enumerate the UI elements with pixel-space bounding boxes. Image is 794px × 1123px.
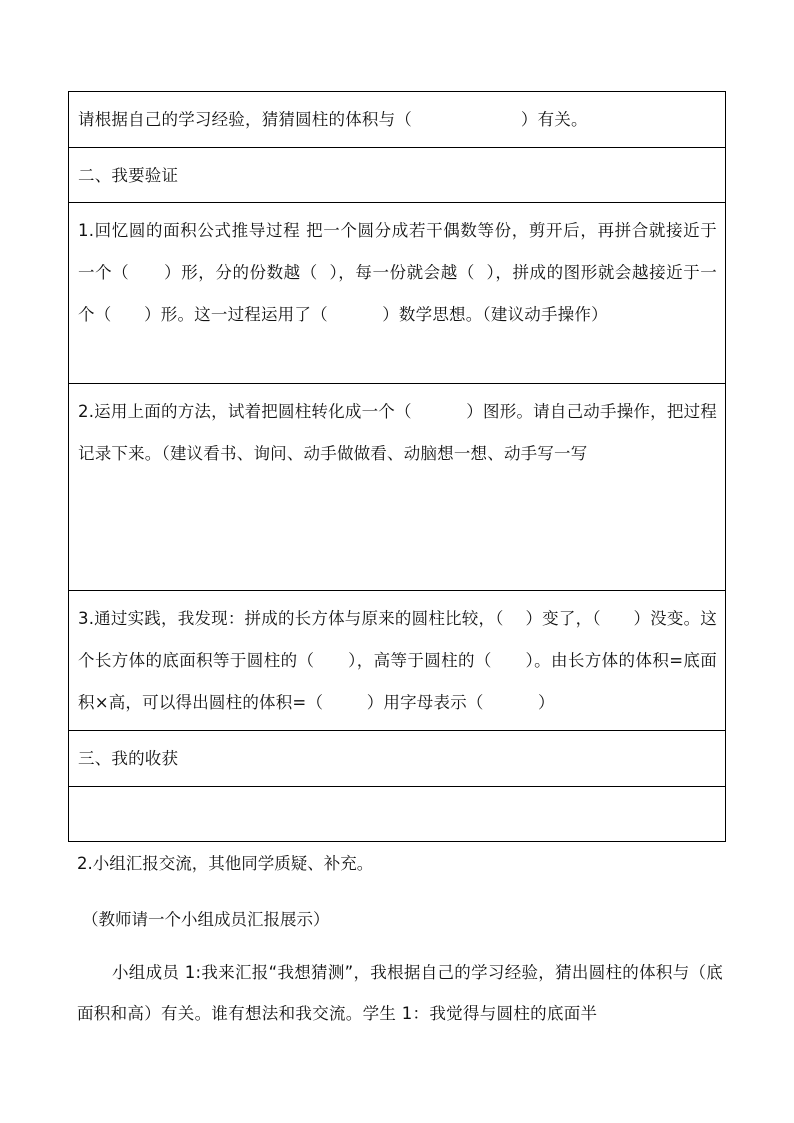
harvest-answer-cell	[69, 787, 726, 842]
table-row	[69, 787, 726, 842]
table-row	[69, 591, 726, 731]
step3-cell	[69, 591, 726, 731]
table-row	[69, 92, 726, 148]
table-row	[69, 148, 726, 203]
section-heading-cell	[69, 148, 726, 203]
teacher-note-paragraph: （教师请一个小组成员汇报展示）	[82, 910, 330, 929]
guess-text: 请根据自己的学习经验，猜猜圆柱的体积与（ ）有关。	[78, 110, 588, 129]
worksheet-table	[68, 91, 726, 842]
step2-cell	[69, 384, 726, 591]
table-row	[69, 384, 726, 591]
guess-cell	[69, 92, 726, 148]
section-heading-harvest: 三、我的收获	[78, 749, 179, 768]
step1-cell	[69, 203, 726, 384]
section-heading-verify: 二、我要验证	[78, 166, 179, 185]
table-row	[69, 203, 726, 384]
section-heading-cell	[69, 731, 726, 787]
table-row	[69, 731, 726, 787]
report-paragraph: 2.小组汇报交流，其他同学质疑、补充。	[77, 854, 374, 873]
step2-text: 2.运用上面的方法，试着把圆柱转化成一个（ ）图形。请自己动手操作，把过程记录下来。（建议看书、询问、动手做做看、动脑想一想、动手写一写	[78, 402, 717, 463]
body-paragraph: 小组成员 1:我来汇报“我想猜测”，我根据自己的学习经验，猜出圆柱的体积与（底面积和高）有关。谁有想法和我交流。学生 1：我觉得与圆柱的底面半	[77, 963, 724, 1023]
step1-text: 1.回忆圆的面积公式推导过程 把一个圆分成若干偶数等份，剪开后，再拼合就接近于一个（ ）形，分的份数越（ ），每一份就会越（ ），拼成的图形就会越接近于一个（ ）形。这一过程运用了（ ）数学思想。（建议动手操作）	[78, 221, 717, 324]
step3-text: 3.通过实践，我发现：拼成的长方体与原来的圆柱比较，（ ）变了，（ ）没变。这个长方体的底面积等于圆柱的（ ），高等于圆柱的（ ）。由长方体的体积=底面积×高，可以得出圆柱的体积=（ ）用字母表示（ ）	[78, 609, 717, 712]
